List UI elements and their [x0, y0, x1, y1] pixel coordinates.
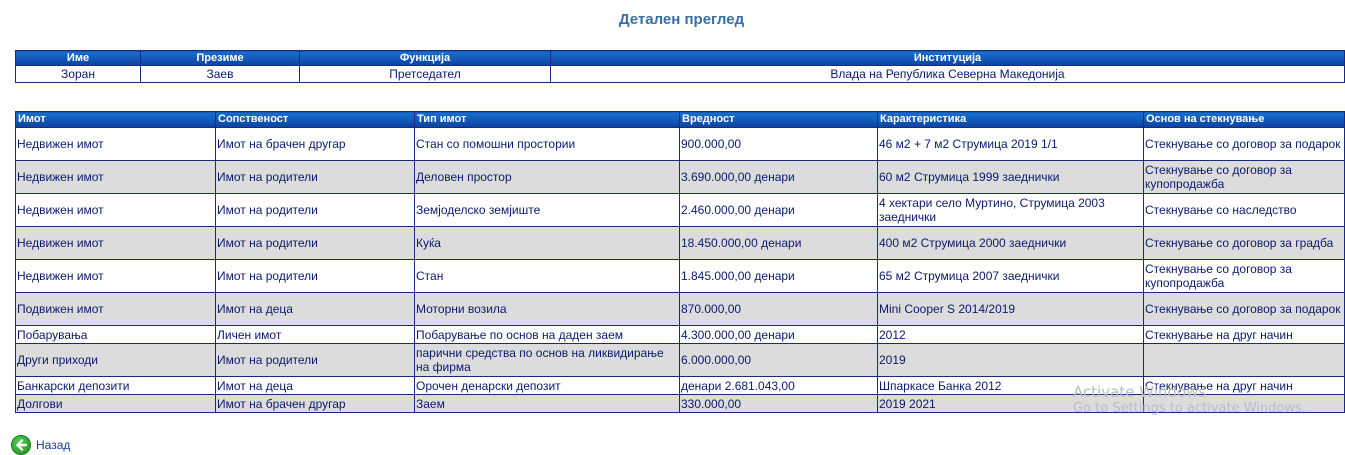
asset-cell: Недвижен имот — [16, 128, 216, 161]
asset-cell: Недвижен имот — [16, 227, 216, 260]
acquisition-basis-cell: Стекнување на друг начин — [1144, 326, 1345, 344]
table-row — [16, 326, 1345, 344]
function-value: Претседател — [300, 66, 551, 83]
assets-table — [15, 111, 1345, 413]
last-name-value: Заев — [141, 66, 300, 83]
table-row — [16, 344, 1345, 377]
watermark-line-2: Go to Settings to activate Windows. — [1073, 401, 1306, 416]
ownership-cell: Имот на родители — [216, 161, 415, 194]
header-first-name: Име — [16, 51, 141, 66]
assets-header-row — [16, 112, 1345, 128]
arrow-left-circle-icon[interactable] — [11, 435, 31, 455]
asset-cell: Недвижен имот — [16, 194, 216, 227]
official-info-header-row — [16, 51, 1345, 66]
characteristic-cell: Mini Cooper S 2014/2019 — [878, 293, 1144, 326]
table-row — [16, 377, 1345, 395]
asset-type-cell: Орочен денарски депозит — [415, 377, 680, 395]
ownership-cell: Имот на родители — [216, 260, 415, 293]
ownership-cell: Имот на брачен другар — [216, 395, 415, 413]
ownership-cell: Имот на родители — [216, 227, 415, 260]
table-row — [16, 161, 1345, 194]
value-cell: 4.300.000,00 денари — [680, 326, 878, 344]
value-cell: денари 2.681.043,00 — [680, 377, 878, 395]
asset-type-cell: Моторни возила — [415, 293, 680, 326]
asset-type-cell: Земјоделско земјиште — [415, 194, 680, 227]
characteristic-cell: 4 хектари село Муртино, Струмица 2003 заеднички — [878, 194, 1144, 227]
watermark-line-1: Activate Windows — [1073, 383, 1207, 401]
characteristic-cell: 2012 — [878, 326, 1144, 344]
asset-type-cell: Стан со помошни простории — [415, 128, 680, 161]
table-row — [16, 194, 1345, 227]
asset-type-cell: парични средства по основ на ликвидирање на фирма — [415, 344, 680, 377]
ownership-cell: Личен имот — [216, 326, 415, 344]
characteristic-cell: 2019 — [878, 344, 1144, 377]
characteristic-cell: 60 м2 Струмица 1999 заеднички — [878, 161, 1144, 194]
header-characteristic: Карактеристика — [878, 112, 1144, 128]
ownership-cell: Имот на родители — [216, 344, 415, 377]
table-row — [16, 128, 1345, 161]
characteristic-cell: 65 м2 Струмица 2007 заеднички — [878, 260, 1144, 293]
asset-cell: Недвижен имот — [16, 161, 216, 194]
table-row — [16, 227, 1345, 260]
acquisition-basis-cell: Стекнување со договор за купопродажба — [1144, 260, 1345, 293]
ownership-cell: Имот на брачен другар — [216, 128, 415, 161]
value-cell: 6.000.000,00 — [680, 344, 878, 377]
asset-cell: Банкарски депозити — [16, 377, 216, 395]
acquisition-basis-cell — [1144, 395, 1345, 413]
value-cell: 18.450.000,00 денари — [680, 227, 878, 260]
acquisition-basis-cell: Стекнување со договор за градба — [1144, 227, 1345, 260]
asset-type-cell: Куќа — [415, 227, 680, 260]
back-label[interactable]: Назад — [36, 438, 71, 452]
acquisition-basis-cell: Стекнување со договор за подарок — [1144, 293, 1345, 326]
asset-cell: Подвижен имот — [16, 293, 216, 326]
characteristic-cell: 46 м2 + 7 м2 Струмица 2019 1/1 — [878, 128, 1144, 161]
ownership-cell: Имот на родители — [216, 194, 415, 227]
header-acquisition-basis: Основ на стекнување — [1144, 112, 1345, 128]
asset-type-cell: Стан — [415, 260, 680, 293]
value-cell: 3.690.000,00 денари — [680, 161, 878, 194]
header-asset: Имот — [16, 112, 216, 128]
acquisition-basis-cell: Стекнување со договор за купопродажба — [1144, 161, 1345, 194]
asset-cell: Побарувања — [16, 326, 216, 344]
acquisition-basis-cell: Стекнување со договор за подарок — [1144, 128, 1345, 161]
first-name-value: Зоран — [16, 66, 141, 83]
back-link[interactable] — [11, 435, 70, 455]
asset-type-cell: Побарување по основ на даден заем — [415, 326, 680, 344]
asset-cell: Други приходи — [16, 344, 216, 377]
characteristic-cell: 2019 2021 — [878, 395, 1144, 413]
value-cell: 2.460.000,00 денари — [680, 194, 878, 227]
value-cell: 870.000,00 — [680, 293, 878, 326]
value-cell: 1.845.000,00 денари — [680, 260, 878, 293]
institution-value: Влада на Република Северна Македонија — [551, 66, 1345, 83]
ownership-cell: Имот на деца — [216, 293, 415, 326]
header-asset-type: Тип имот — [415, 112, 680, 128]
header-ownership: Сопственост — [216, 112, 415, 128]
header-institution: Институција — [551, 51, 1345, 66]
page-title: Детален преглед — [618, 11, 745, 28]
acquisition-basis-cell: Стекнување со наследство — [1144, 194, 1345, 227]
official-info-table — [15, 50, 1345, 83]
characteristic-cell: 400 м2 Струмица 2000 заеднички — [878, 227, 1144, 260]
table-row — [16, 395, 1345, 413]
value-cell: 330.000,00 — [680, 395, 878, 413]
table-row — [16, 260, 1345, 293]
asset-type-cell: Деловен простор — [415, 161, 680, 194]
asset-cell: Долгови — [16, 395, 216, 413]
ownership-cell: Имот на деца — [216, 377, 415, 395]
acquisition-basis-cell: Стекнување на друг начин — [1144, 377, 1345, 395]
header-function: Функција — [300, 51, 551, 66]
asset-type-cell: Заем — [415, 395, 680, 413]
table-row — [16, 293, 1345, 326]
official-info-row — [16, 66, 1345, 83]
characteristic-cell: Шпаркасе Банка 2012 — [878, 377, 1144, 395]
header-last-name: Презиме — [141, 51, 300, 66]
value-cell: 900.000,00 — [680, 128, 878, 161]
header-value: Вредност — [680, 112, 878, 128]
asset-cell: Недвижен имот — [16, 260, 216, 293]
acquisition-basis-cell — [1144, 344, 1345, 377]
